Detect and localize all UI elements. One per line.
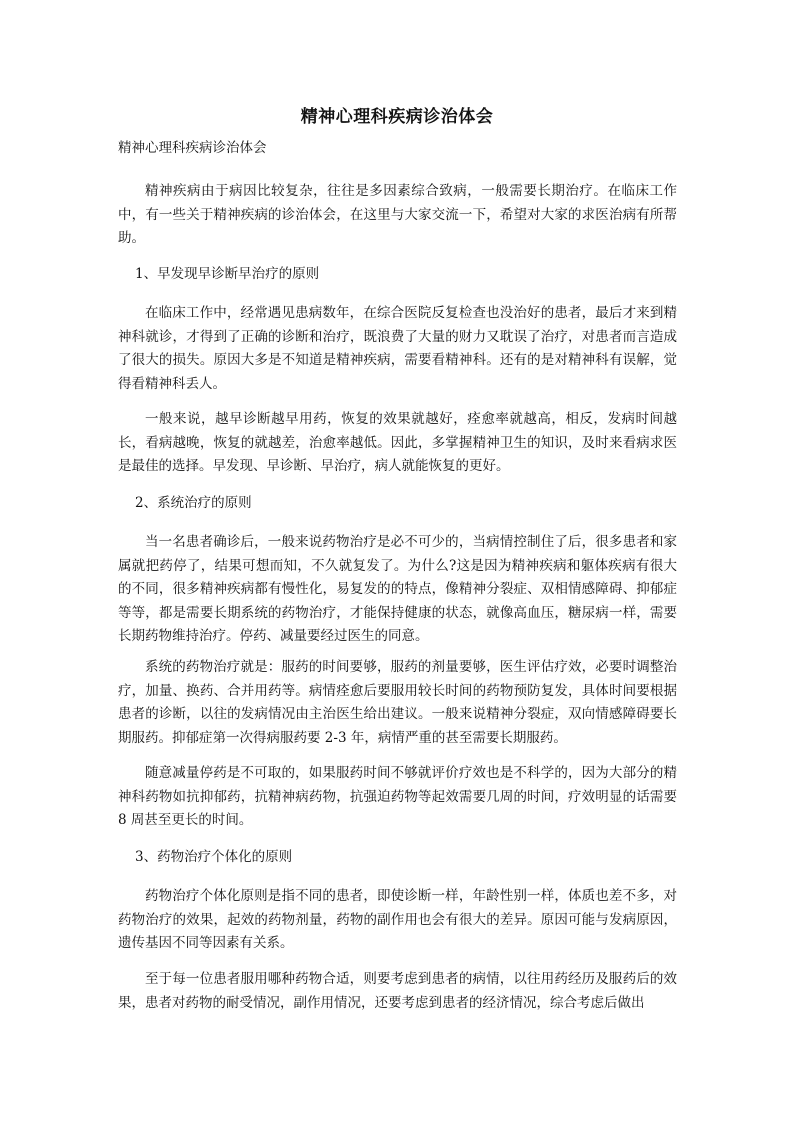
section-heading-3: 3、药物治疗个体化的原则 [135, 849, 293, 865]
section1-paragraph-2: 一般来说，越早诊断越早用药，恢复的效果就越好，痊愈率就越高，相反，发病时间越长，看病越晚，恢复的就越差，治愈率越低。因此，多掌握精神卫生的知识，及时来看病求医是最佳的选择。早发现、早诊断、早治疗，病人就能恢复的更好。 [118, 411, 677, 474]
intro-paragraph: 精神疾病由于病因比较复杂，往往是多因素综合致病，一般需要长期治疗。在临床工作中，有一些关于精神疾病的诊治体会，在这里与大家交流一下，希望对大家的求医治病有所帮助。 [118, 183, 677, 246]
section1-paragraph-1: 在临床工作中，经常遇见患病数年，在综合医院反复检查也没治好的患者，最后才来到精神科就诊，才得到了正确的诊断和治疗，既浪费了大量的财力又耽误了治疗，对患者而言造成了很大的损失。原因大多是不知道是精神疾病，需要看精神科。还有的是对精神科有误解，觉得看精神科丢人。 [118, 305, 677, 392]
page-title: 精神心理科疾病诊治体会 [300, 107, 494, 127]
section3-paragraph-1: 药物治疗个体化原则是指不同的患者，即使诊断一样，年龄性别一样，体质也差不多，对药物治疗的效果，起效的药物剂量，药物的副作用也会有很大的差异。原因可能与发病原因，遗传基因不同等因素有关系。 [118, 888, 677, 951]
document-subtitle: 精神心理科疾病诊治体会 [118, 140, 267, 156]
section3-paragraph-2: 至于每一位患者服用哪种药物合适，则要考虑到患者的病情，以往用药经历及服药后的效果，患者对药物的耐受情况，副作用情况，还要考虑到患者的经济情况，综合考虑后做出 [118, 971, 677, 1011]
section2-paragraph-3: 随意减量停药是不可取的，如果服药时间不够就评价疗效也是不科学的，因为大部分的精神科药物如抗抑郁药，抗精神病药物，抗强迫药物等起效需要几周的时间，疗效明显的话需要 8 周甚至更长的时间。 [118, 765, 677, 828]
section2-paragraph-2: 系统的药物治疗就是：服药的时间要够，服药的剂量要够，医生评估疗效，必要时调整治疗，加量、换药、合并用药等。病情痊愈后要服用较长时间的药物预防复发，具体时间要根据患者的诊断，以往的发病情况由主治医生给出建议。一般来说精神分裂症，双向情感障碍要长期服药。抑郁症第一次得病服药要 2-3 年，病情严重的甚至需要长期服药。 [118, 659, 677, 746]
section2-paragraph-1: 当一名患者确诊后，一般来说药物治疗是必不可少的，当病情控制住了后，很多患者和家属就把药停了，结果可想而知，不久就复发了。为什么?这是因为精神疾病和躯体疾病有很大的不同，很多精神疾病都有慢性化，易复发的的特点，像精神分裂症、双相情感障碍、抑郁症等等，都是需要长期系统的药物治疗，才能保持健康的状态，就像高血压，糖尿病一样，需要长期药物维持治疗。停药、减量要经过医生的同意。 [118, 534, 677, 644]
section-heading-1: 1、早发现早诊断早治疗的原则 [135, 266, 320, 282]
section-heading-2: 2、系统治疗的原则 [135, 495, 252, 511]
